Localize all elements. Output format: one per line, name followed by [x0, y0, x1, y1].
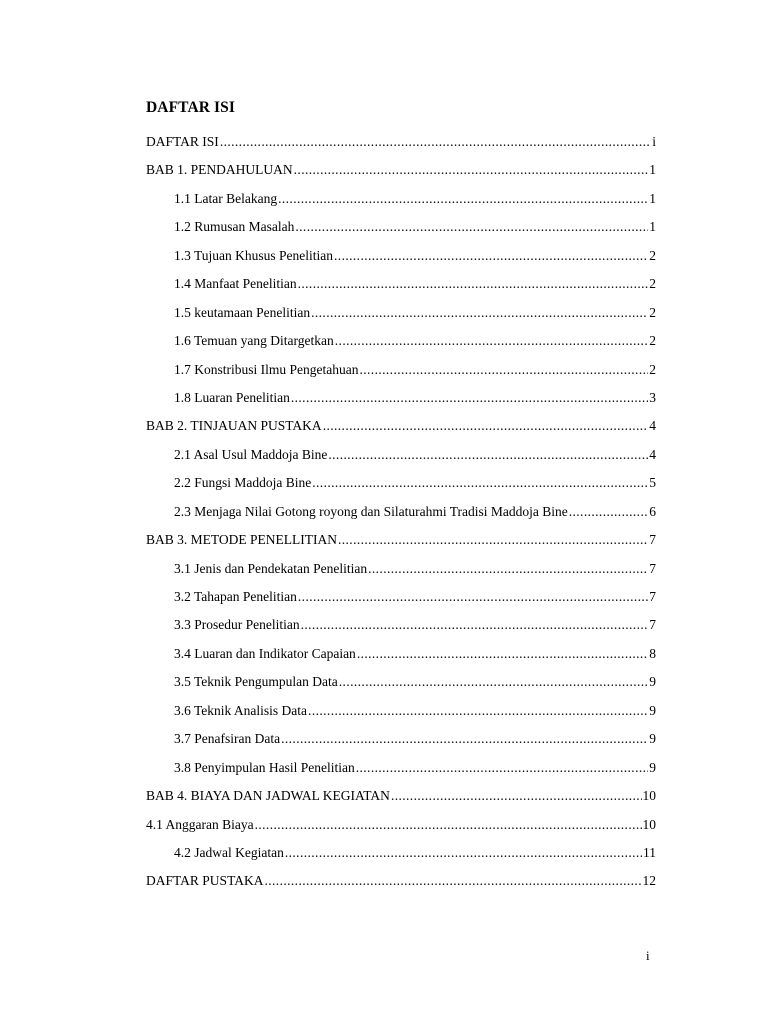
toc-entry-title: 1.1 Latar Belakang	[174, 190, 278, 206]
toc-entry	[146, 441, 656, 469]
toc-entry-page: 2	[649, 333, 656, 349]
toc-dot-leader	[311, 299, 648, 327]
toc-entry	[146, 555, 656, 583]
toc-dot-leader	[339, 668, 648, 696]
toc-entry-page: 7	[649, 532, 656, 548]
toc-dot-leader	[281, 725, 648, 753]
toc-entry-page: 6	[649, 503, 656, 519]
toc-dot-leader	[338, 526, 648, 554]
toc-entry-title: 1.4 Manfaat Penelitian	[174, 276, 297, 292]
toc-entry	[146, 725, 656, 753]
toc-dot-leader	[255, 811, 642, 839]
toc-entry-page: 10	[642, 816, 656, 832]
toc-entry	[146, 327, 656, 355]
toc-entry-page: 1	[649, 190, 656, 206]
toc-dot-leader	[298, 583, 648, 611]
toc-entry-title: DAFTAR ISI	[146, 134, 219, 149]
toc-dot-leader	[328, 441, 648, 469]
toc-entry-page: 2	[649, 247, 656, 263]
toc-entry-page: 2	[649, 304, 656, 320]
toc-dot-leader	[291, 384, 648, 412]
toc-entry	[146, 583, 656, 611]
toc-entry-page: 10	[642, 788, 656, 804]
toc-entry-page: 4	[649, 418, 656, 434]
toc-entry	[146, 270, 656, 298]
toc-entry-title: 3.7 Penafsiran Data	[174, 731, 281, 747]
toc-dot-leader	[334, 242, 648, 270]
page-number: i	[646, 948, 650, 963]
toc-dot-leader	[391, 782, 642, 810]
toc-dot-leader	[357, 640, 648, 668]
toc-dot-leader	[278, 185, 648, 213]
toc-entry-title: 3.2 Tahapan Penelitian	[174, 589, 297, 604]
toc-dot-leader	[264, 867, 641, 895]
toc-entry-page: 9	[649, 674, 656, 690]
toc-dot-leader	[335, 327, 648, 355]
toc-entry	[146, 867, 656, 895]
toc-dot-leader	[295, 213, 648, 241]
toc-entry	[146, 526, 656, 554]
toc-entry	[146, 299, 656, 327]
toc-entry-title: 1.8 Luaran Penelitian	[174, 389, 290, 405]
toc-dot-leader	[368, 555, 648, 583]
toc-entry-page: 7	[649, 589, 656, 604]
toc-entry-page: 9	[649, 759, 656, 775]
toc-dot-leader	[220, 128, 651, 156]
toc-entry	[146, 356, 656, 384]
toc-entry	[146, 640, 656, 668]
toc-entry	[146, 697, 656, 725]
toc-dot-leader	[298, 270, 649, 298]
toc-dot-leader	[308, 697, 648, 725]
toc-entry-title: 1.3 Tujuan Khusus Penelitian	[174, 247, 334, 263]
toc-entry-title: DAFTAR PUSTAKA	[146, 873, 264, 889]
toc-entry-title: 3.6 Teknik Analisis Data	[174, 702, 308, 718]
toc-entry-page: 5	[649, 475, 656, 491]
toc-entry-title: BAB 1. PENDAHULUAN	[146, 162, 293, 178]
toc-entry-title: 3.4 Luaran dan Indikator Capaian	[174, 645, 356, 661]
toc-entry-title: 3.5 Teknik Pengumpulan Data	[174, 674, 338, 690]
toc-entry	[146, 611, 656, 639]
toc-entry-page: 9	[649, 702, 656, 718]
toc-entry-page: 9	[649, 731, 656, 747]
toc-entry-title: 3.3 Prosedur Penelitian	[174, 617, 300, 633]
toc-entry-title: 1.5 keutamaan Penelitian	[174, 304, 311, 320]
toc-entry-page: 4	[649, 446, 656, 462]
toc-entry	[146, 185, 656, 213]
toc-entry	[146, 156, 656, 184]
toc-entry-page: 3	[649, 389, 656, 405]
toc-dot-leader	[301, 611, 649, 639]
toc-dot-leader	[359, 356, 648, 384]
toc-dot-leader	[294, 156, 649, 184]
toc-entry-title: 2.3 Menjaga Nilai Gotong royong dan Silaturahmi Tradisi Maddoja Bine	[174, 503, 568, 519]
toc-dot-leader	[312, 469, 648, 497]
toc-entry-title: 2.2 Fungsi Maddoja Bine	[174, 475, 312, 491]
toc-entry-title: 3.1 Jenis dan Pendekatan Penelitian	[174, 560, 368, 576]
toc-entry-title: BAB 3. METODE PENELLITIAN	[146, 532, 337, 548]
toc-dot-leader	[285, 839, 642, 867]
toc-entry	[146, 128, 656, 156]
toc-entry-title: 1.6 Temuan yang Ditargetkan	[174, 333, 334, 349]
toc-entry	[146, 668, 656, 696]
toc-entry	[146, 384, 656, 412]
toc-entry-page: 8	[649, 645, 656, 661]
toc-entry-page: 1	[649, 219, 656, 235]
toc-entry-title: 1.2 Rumusan Masalah	[174, 219, 295, 235]
toc-entry	[146, 242, 656, 270]
toc-dot-leader	[323, 412, 649, 440]
toc-entry-title: 2.1 Asal Usul Maddoja Bine	[174, 446, 328, 462]
toc-entry-page: 7	[649, 560, 656, 576]
toc-entry-title: 1.7 Konstribusi Ilmu Pengetahuan	[174, 361, 359, 377]
toc-entry	[146, 469, 656, 497]
table-of-contents	[146, 128, 656, 896]
toc-entry-title: BAB 2. TINJAUAN PUSTAKA	[146, 418, 322, 434]
toc-entry	[146, 839, 656, 867]
toc-entry	[146, 213, 656, 241]
toc-entry-page: 11	[643, 844, 656, 860]
toc-entry-page: 2	[649, 361, 656, 377]
toc-entry-title: 4.1 Anggaran Biaya	[146, 816, 254, 832]
toc-entry	[146, 498, 656, 526]
toc-dot-leader	[356, 754, 649, 782]
toc-entry-title: BAB 4. BIAYA DAN JADWAL KEGIATAN	[146, 788, 390, 804]
toc-entry-title: 3.8 Penyimpulan Hasil Penelitian	[174, 759, 355, 775]
toc-entry-title: 4.2 Jadwal Kegiatan	[174, 844, 284, 860]
toc-entry	[146, 782, 656, 810]
toc-entry	[146, 811, 656, 839]
toc-entry	[146, 754, 656, 782]
toc-entry-page: 2	[649, 276, 656, 292]
toc-entry-page: 7	[649, 617, 656, 633]
page-heading: DAFTAR ISI	[146, 99, 235, 116]
toc-entry-page: 12	[642, 873, 656, 889]
toc-entry-page: 1	[649, 162, 656, 178]
toc-entry	[146, 412, 656, 440]
toc-dot-leader	[569, 498, 649, 526]
toc-entry-page: i	[652, 134, 656, 149]
